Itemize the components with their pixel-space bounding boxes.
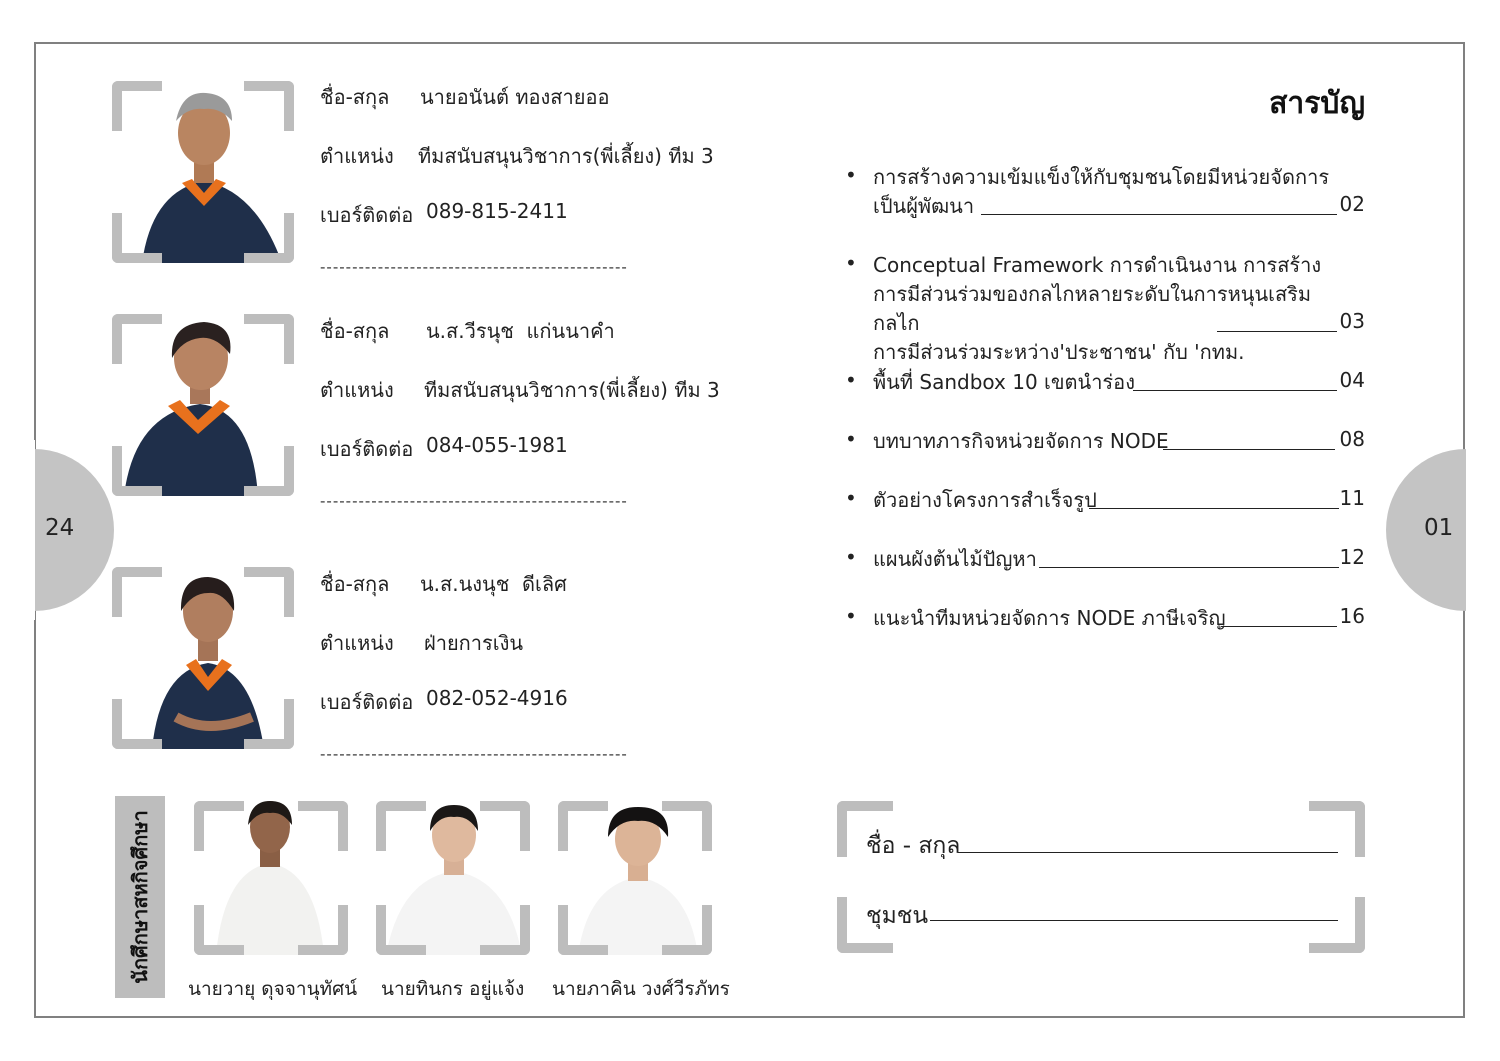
staff-1-phone: 089-815-2411 <box>426 199 568 223</box>
corner-bracket <box>244 446 294 496</box>
corner-bracket <box>112 81 162 131</box>
corner-bracket <box>480 905 530 955</box>
staff-2-phone: 084-055-1981 <box>426 433 568 457</box>
staff-3-phone-label: เบอร์ติดต่อ <box>320 690 414 714</box>
separator-line: ------------------------------------------------ <box>320 258 628 276</box>
bullet-icon: • <box>845 251 857 275</box>
staff-2-name: น.ส.วีรนุช แก่นนาคำ <box>426 319 615 343</box>
toc-page-number: 08 <box>1339 427 1365 451</box>
student-name-3: นายภาคิน วงศ์วีรภัทร <box>552 978 730 1000</box>
toc-item-text: บทบาทภารกิจหน่วยจัดการ NODE <box>873 429 1169 453</box>
student-photo-1 <box>194 801 348 955</box>
leader-line <box>1163 449 1335 450</box>
staff-1-phone-label: เบอร์ติดต่อ <box>320 203 414 227</box>
staff-1-position: ทีมสนับสนุนวิชาการ(พี่เลี้ยง) ทีม 3 <box>418 144 714 168</box>
corner-bracket <box>112 567 162 617</box>
corner-bracket <box>1309 801 1365 857</box>
staff-photo-2 <box>112 314 294 496</box>
toc-item[interactable] <box>845 486 1365 516</box>
leader-line <box>1089 508 1339 509</box>
staff-2-phone-label: เบอร์ติดต่อ <box>320 437 414 461</box>
staff-photo-1 <box>112 81 294 263</box>
corner-bracket <box>480 801 530 851</box>
students-label-box <box>115 796 165 998</box>
corner-bracket <box>662 905 712 955</box>
staff-3-position-label: ตำแหน่ง <box>320 631 394 655</box>
leader-line <box>1221 626 1337 627</box>
corner-bracket <box>376 905 426 955</box>
toc-item-text: การมีส่วนร่วมระหว่าง'ประชาชน' กับ 'กทม. <box>873 340 1245 364</box>
corner-bracket <box>194 905 244 955</box>
corner-bracket <box>244 567 294 617</box>
toc-item[interactable] <box>845 163 1365 221</box>
toc-item[interactable] <box>845 604 1365 634</box>
form-community-label: ชุมชน <box>866 903 929 929</box>
toc-item-text: Conceptual Framework การดำเนินงาน การสร้าง <box>873 253 1322 277</box>
corner-bracket <box>194 801 244 851</box>
toc-item[interactable] <box>845 251 1365 364</box>
toc-item[interactable] <box>845 368 1365 398</box>
corner-bracket <box>558 801 608 851</box>
staff-3-name-label: ชื่อ-สกุล <box>320 572 390 596</box>
corner-bracket <box>244 81 294 131</box>
tab-mask-right <box>1466 440 1500 620</box>
toc-item-text: เป็นผู้พัฒนา <box>873 194 975 218</box>
bullet-icon: • <box>845 368 857 392</box>
staff-1-position-label: ตำแหน่ง <box>320 144 394 168</box>
form-community-field[interactable] <box>930 920 1338 921</box>
student-name-2: นายทินกร อยู่แจ้ง <box>381 978 525 1000</box>
separator-line: ------------------------------------------------ <box>320 745 628 763</box>
staff-2-name-label: ชื่อ-สกุล <box>320 319 390 343</box>
toc-item[interactable] <box>845 427 1365 457</box>
form-name-label: ชื่อ - สกุล <box>866 833 961 859</box>
corner-bracket <box>298 905 348 955</box>
toc-item[interactable] <box>845 545 1365 575</box>
staff-1-name: นายอนันต์ ทองสายออ <box>420 85 610 109</box>
staff-1-name-label: ชื่อ-สกุล <box>320 85 390 109</box>
staff-3-position: ฝ่ายการเงิน <box>424 631 524 655</box>
corner-bracket <box>112 213 162 263</box>
toc-page-number: 02 <box>1339 192 1365 216</box>
toc-item-text: พื้นที่ Sandbox 10 เขตนำร่อง <box>873 370 1135 394</box>
toc-title: สารบัญ <box>1269 86 1365 121</box>
students-label: นักศึกษาสหกิจศึกษา <box>128 810 152 984</box>
corner-bracket <box>244 314 294 364</box>
corner-bracket <box>112 314 162 364</box>
staff-3-name: น.ส.นงนุช ดีเลิศ <box>420 572 567 596</box>
toc-item-text: ตัวอย่างโครงการสำเร็จรูป <box>873 488 1097 512</box>
corner-bracket <box>558 905 608 955</box>
corner-bracket <box>376 801 426 851</box>
toc-page-number: 16 <box>1339 604 1365 628</box>
leader-line <box>1217 331 1337 332</box>
corner-bracket <box>1309 897 1365 953</box>
student-name-1: นายวายุ ดุจจานุทัศน์ <box>188 978 358 1000</box>
tab-mask-left <box>0 440 35 620</box>
corner-bracket <box>112 446 162 496</box>
student-photo-3 <box>558 801 712 955</box>
bullet-icon: • <box>845 427 857 451</box>
corner-bracket <box>244 699 294 749</box>
corner-bracket <box>298 801 348 851</box>
corner-bracket <box>662 801 712 851</box>
page-number-left: 24 <box>45 515 75 541</box>
corner-bracket <box>112 699 162 749</box>
toc-page-number: 04 <box>1339 368 1365 392</box>
leader-line <box>981 214 1337 215</box>
toc-page-number: 03 <box>1339 309 1365 333</box>
leader-line <box>1039 567 1339 568</box>
corner-bracket <box>244 213 294 263</box>
toc-page-number: 11 <box>1339 486 1365 510</box>
staff-2-position-label: ตำแหน่ง <box>320 378 394 402</box>
toc-item-text: แผนผังต้นไม้ปัญหา <box>873 547 1037 571</box>
toc-item-text: แนะนำทีมหน่วยจัดการ NODE ภาษีเจริญ <box>873 606 1226 630</box>
leader-line <box>1133 390 1337 391</box>
toc-page-number: 12 <box>1339 545 1365 569</box>
toc-item-text: การสร้างความเข้มแข็งให้กับชุมชนโดยมีหน่วยจัดการ <box>873 165 1330 189</box>
bullet-icon: • <box>845 604 857 628</box>
bullet-icon: • <box>845 163 857 187</box>
form-name-field[interactable] <box>958 852 1338 853</box>
staff-2-position: ทีมสนับสนุนวิชาการ(พี่เลี้ยง) ทีม 3 <box>424 378 720 402</box>
page-number-right: 01 <box>1424 515 1454 541</box>
student-photo-2 <box>376 801 530 955</box>
staff-photo-3 <box>112 567 294 749</box>
bullet-icon: • <box>845 545 857 569</box>
bullet-icon: • <box>845 486 857 510</box>
staff-3-phone: 082-052-4916 <box>426 686 568 710</box>
separator-line: ------------------------------------------------ <box>320 492 628 510</box>
toc-item-text: การมีส่วนร่วมของกลไกหลายระดับในการหนุนเสริมกลไก <box>873 282 1312 335</box>
